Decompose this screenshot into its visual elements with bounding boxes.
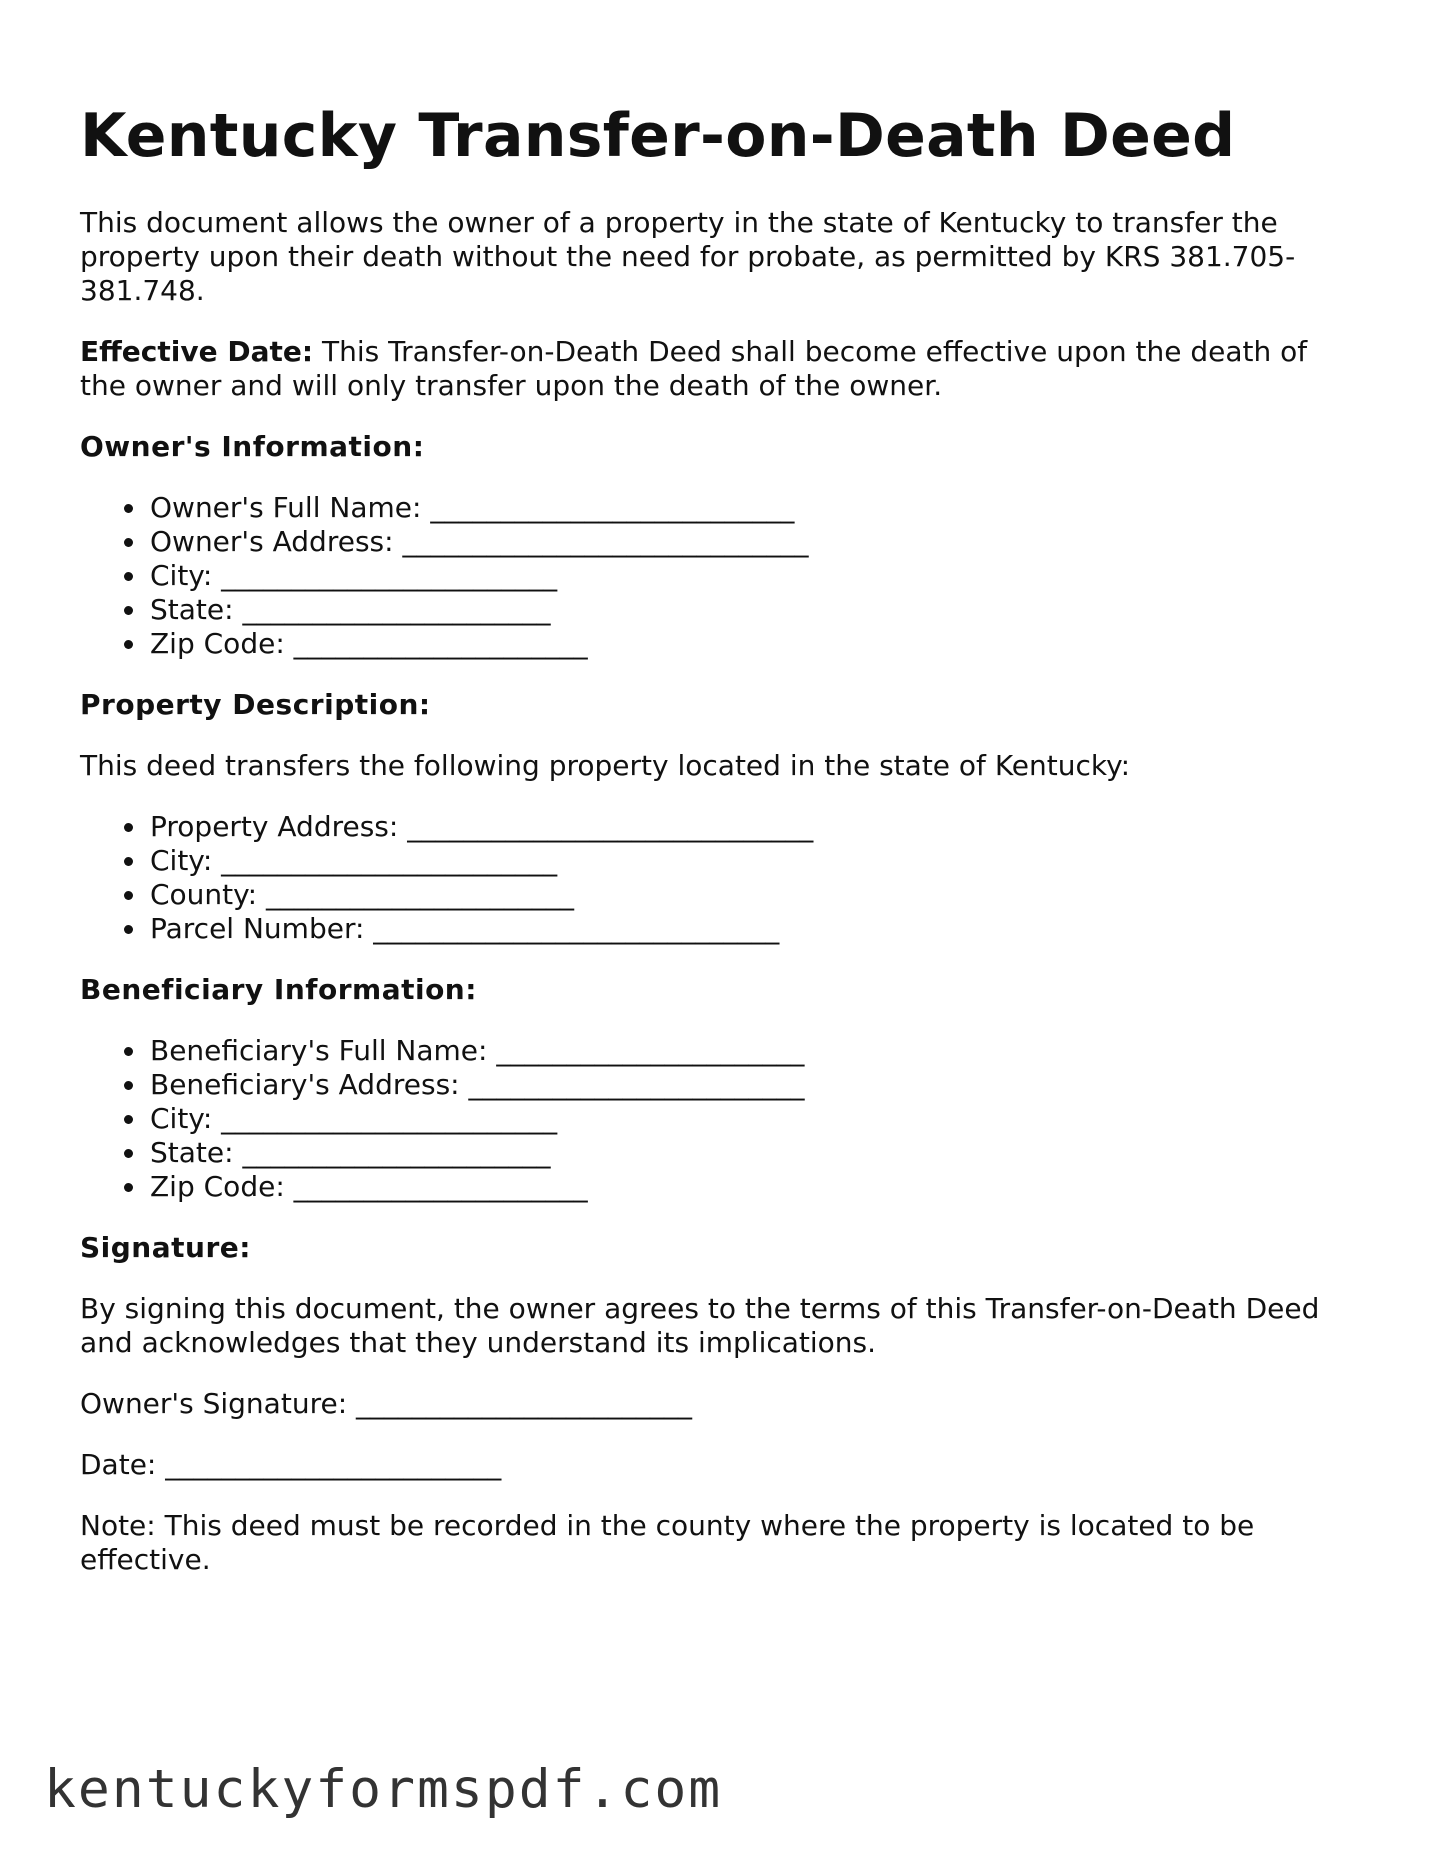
recording-note: Note: This deed must be recorded in the county where the property is located to be effective. (80, 1509, 1255, 1576)
beneficiary-full-name-field: Beneficiary's Full Name: ______________________ (150, 1034, 1360, 1068)
property-description-heading: Property Description: (80, 688, 431, 721)
owner-info-list (80, 491, 1360, 661)
intro-paragraph: This document allows the owner of a property in the state of Kentucky to transfer the property upon their death without the need for probate, as permitted by KRS 381.705-381.748. (80, 206, 1296, 307)
owner-full-name-field: Owner's Full Name: __________________________ (150, 491, 1360, 525)
owner-info-heading: Owner's Information: (80, 430, 425, 463)
signature-text: By signing this document, the owner agrees to the terms of this Transfer-on-Death Deed and acknowledges that they understand its implications. (80, 1292, 1320, 1359)
property-address-field: Property Address: _____________________________ (150, 810, 1360, 844)
property-parcel-field: Parcel Number: _____________________________ (150, 912, 1360, 946)
effective-date-text: This Transfer-on-Death Deed shall become effective upon the death of the owner and will only transfer upon the death of the owner. (80, 335, 1308, 402)
beneficiary-state-field: State: ______________________ (150, 1136, 1360, 1170)
property-county-field: County: ______________________ (150, 878, 1360, 912)
beneficiary-info-heading: Beneficiary Information: (80, 973, 477, 1006)
owner-address-field: Owner's Address: _____________________________ (150, 525, 1360, 559)
signature-heading: Signature: (80, 1231, 251, 1264)
site-watermark: kentuckyformspdf.com (44, 1759, 723, 1820)
property-description-text: This deed transfers the following property located in the state of Kentucky: (80, 749, 1131, 782)
signature-date-field: Date: ________________________ (80, 1448, 502, 1481)
beneficiary-city-field: City: ________________________ (150, 1102, 1360, 1136)
effective-date-label: Effective Date: (80, 335, 314, 368)
property-city-field: City: ________________________ (150, 844, 1360, 878)
beneficiary-zip-field: Zip Code: _____________________ (150, 1170, 1360, 1204)
owner-signature-field: Owner's Signature: ________________________ (80, 1387, 693, 1420)
property-list (80, 810, 1360, 946)
beneficiary-address-field: Beneficiary's Address: ________________________ (150, 1068, 1360, 1102)
page-title: Kentucky Transfer-on-Death Deed (80, 101, 1236, 171)
beneficiary-info-list (80, 1034, 1360, 1204)
owner-zip-field: Zip Code: _____________________ (150, 627, 1360, 661)
owner-city-field: City: ________________________ (150, 559, 1360, 593)
effective-date-paragraph (80, 335, 1360, 403)
deed-document (80, 98, 1360, 1577)
owner-state-field: State: ______________________ (150, 593, 1360, 627)
